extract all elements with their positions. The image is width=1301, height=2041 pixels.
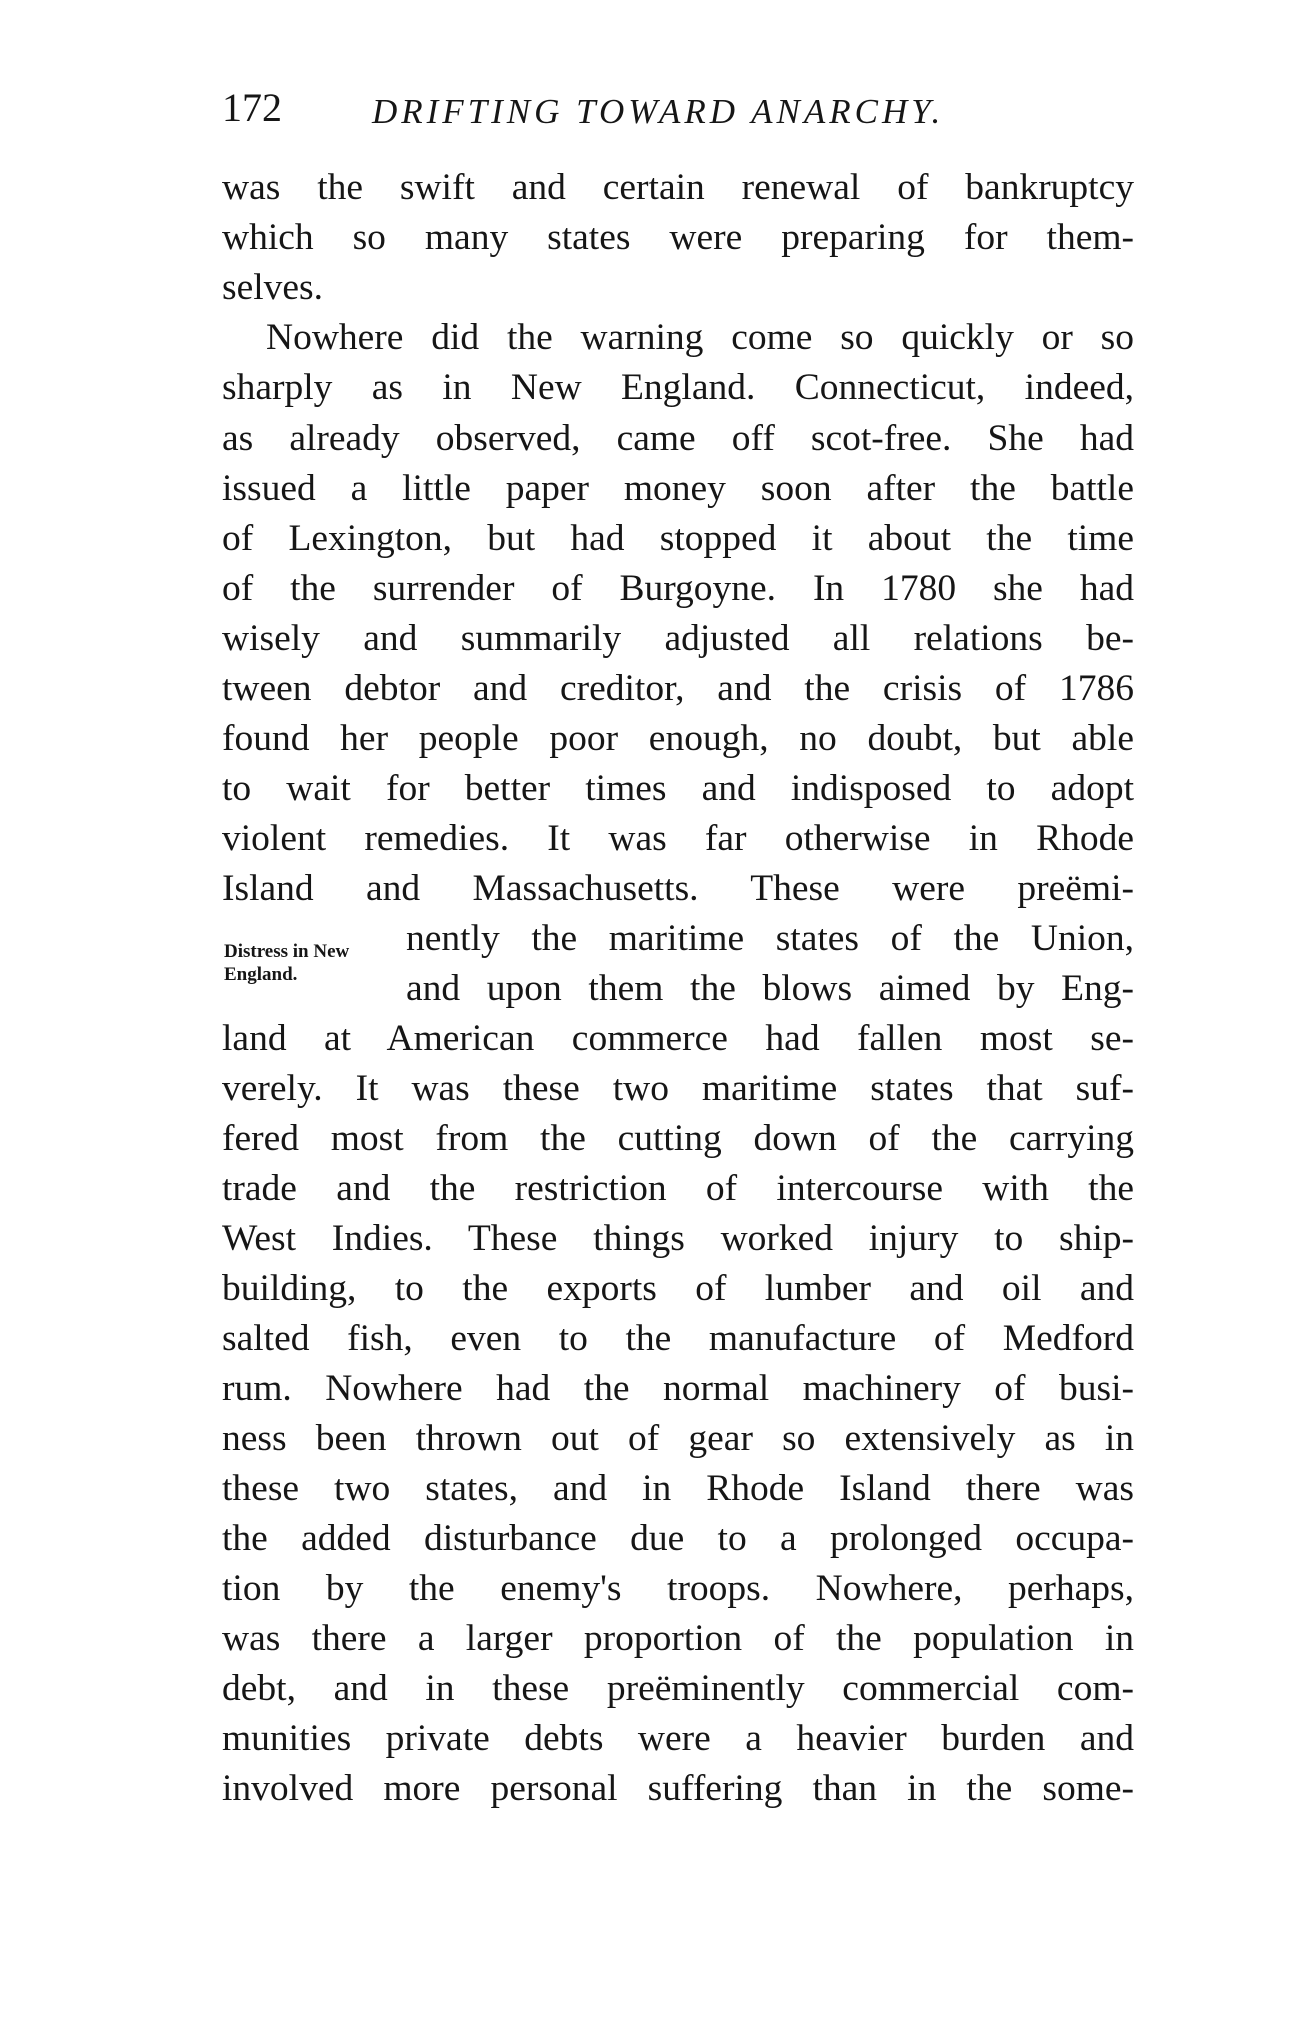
text-line: and upon them the blows aimed by Eng-: [406, 968, 1134, 1009]
text-line: land at American commerce had fallen most se-: [222, 1018, 1134, 1059]
running-title: DRIFTING TOWARD ANARCHY.: [372, 92, 945, 131]
text-line: Island and Massachusetts. These were preëmi-: [222, 868, 1134, 909]
text-line: found her people poor enough, no doubt, but able: [222, 718, 1134, 759]
text-line: which so many states were preparing for them-: [222, 217, 1134, 258]
text-line: selves.: [222, 267, 324, 308]
text-line: tween debtor and creditor, and the crisis of 1786: [222, 668, 1134, 709]
text-line: of the surrender of Burgoyne. In 1780 she had: [222, 568, 1134, 609]
text-line: issued a little paper money soon after the battle: [222, 468, 1134, 509]
text-line: trade and the restriction of intercourse with the: [222, 1168, 1134, 1209]
text-line: West Indies. These things worked injury to ship-: [222, 1218, 1134, 1259]
text-line: wisely and summarily adjusted all relations be-: [222, 618, 1134, 659]
text-line: was there a larger proportion of the population in: [222, 1618, 1134, 1659]
text-line: sharply as in New England. Connecticut, indeed,: [222, 367, 1134, 408]
text-line: building, to the exports of lumber and oil and: [222, 1268, 1134, 1309]
margin-note-line-2: England.: [224, 964, 298, 985]
text-line: was the swift and certain renewal of bankruptcy: [222, 167, 1134, 208]
text-line: verely. It was these two maritime states that suf-: [222, 1068, 1134, 1109]
text-line: debt, and in these preëminently commercial com-: [222, 1668, 1134, 1709]
text-line: rum. Nowhere had the normal machinery of busi-: [222, 1368, 1134, 1409]
text-line: to wait for better times and indisposed to adopt: [222, 768, 1134, 809]
text-line: ness been thrown out of gear so extensively as in: [222, 1418, 1134, 1459]
text-line: Nowhere did the warning come so quickly or so: [266, 317, 1134, 358]
text-line: munities private debts were a heavier burden and: [222, 1718, 1134, 1759]
text-line: nently the maritime states of the Union,: [406, 918, 1134, 959]
text-line: salted fish, even to the manufacture of Medford: [222, 1318, 1134, 1359]
text-line: fered most from the cutting down of the carrying: [222, 1118, 1134, 1159]
text-line: involved more personal suffering than in the some-: [222, 1768, 1134, 1809]
text-line: as already observed, came off scot-free. She had: [222, 418, 1134, 459]
text-line: tion by the enemy's troops. Nowhere, perhaps,: [222, 1568, 1134, 1609]
text-line: the added disturbance due to a prolonged occupa-: [222, 1518, 1134, 1559]
page-number: 172: [222, 85, 282, 130]
text-line: these two states, and in Rhode Island there was: [222, 1468, 1134, 1509]
text-line: of Lexington, but had stopped it about the time: [222, 518, 1134, 559]
margin-note-line-1: Distress in New: [224, 941, 350, 962]
text-line: violent remedies. It was far otherwise in Rhode: [222, 818, 1134, 859]
